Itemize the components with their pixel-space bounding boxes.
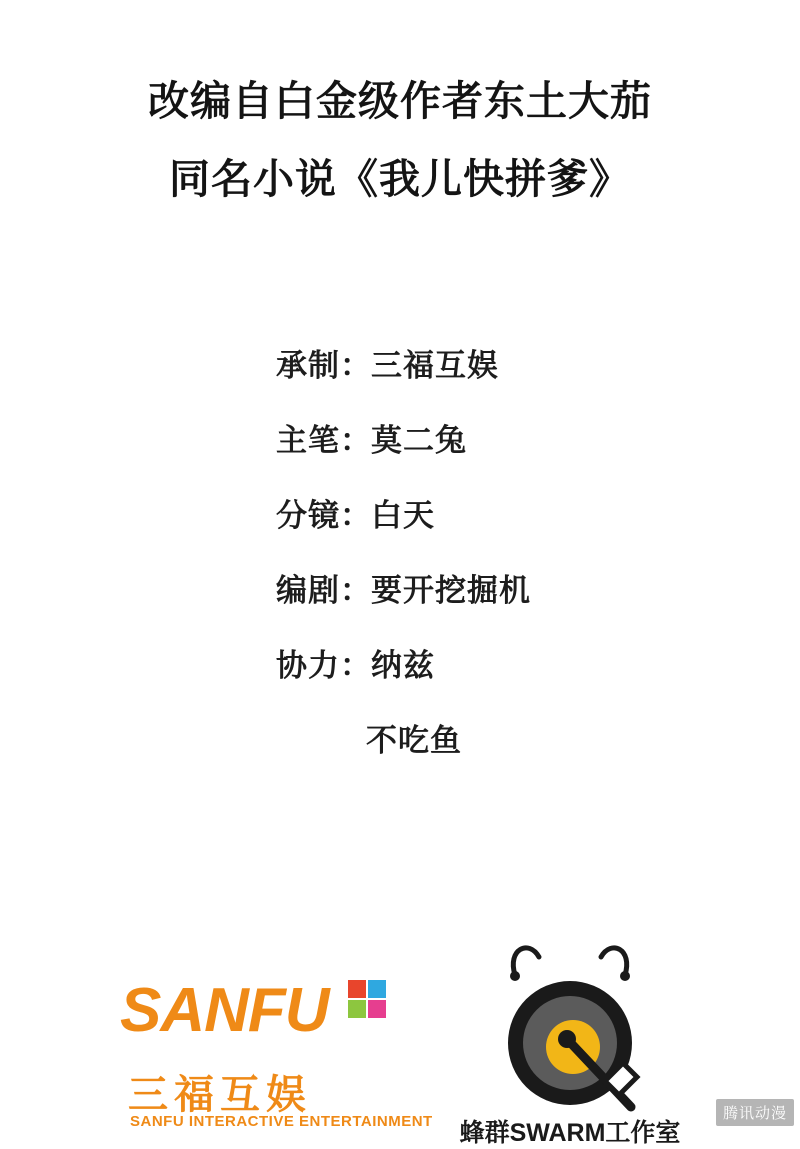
headline-line-2: 同名小说《我儿快拼爹》	[169, 156, 631, 202]
credit-separator: ：	[340, 423, 371, 458]
credit-value: 纳兹	[371, 648, 435, 683]
credit-row	[0, 715, 800, 790]
bee-icon	[455, 935, 685, 1115]
credit-label: 分镜	[276, 498, 340, 533]
credit-separator: ：	[340, 498, 371, 533]
headline-block	[0, 62, 800, 218]
square-pink-icon	[368, 1000, 386, 1018]
credit-value: 莫二兔	[371, 423, 467, 458]
sanfu-english-name: SANFU INTERACTIVE ENTERTAINMENT	[130, 1113, 433, 1130]
sanfu-logo	[120, 975, 433, 1140]
swarm-studio-logo	[455, 935, 685, 1147]
credit-row	[0, 340, 800, 415]
headline-line-1: 改编自白金级作者东土大茄	[148, 78, 652, 124]
credit-separator: ：	[340, 648, 371, 683]
credit-value: 要开挖掘机	[371, 573, 531, 608]
credit-separator: ：	[340, 573, 371, 608]
credit-label: 协力	[276, 648, 340, 683]
square-red-icon	[348, 980, 366, 998]
credit-label: 承制	[276, 348, 340, 383]
credit-label: 编剧	[276, 573, 340, 608]
credit-label: 主笔	[276, 423, 340, 458]
square-green-icon	[348, 1000, 366, 1018]
swarm-studio-caption: 蜂群SWARM工作室	[459, 1119, 681, 1147]
credit-row	[0, 640, 800, 715]
credits-list	[0, 340, 800, 790]
credit-value: 白天	[371, 498, 435, 533]
credit-row	[0, 565, 800, 640]
square-blue-icon	[368, 980, 386, 998]
sanfu-squares-icon	[348, 980, 388, 1020]
sanfu-wordmark: SANFU	[120, 976, 329, 1045]
credit-row	[0, 415, 800, 490]
credit-separator: ：	[340, 348, 371, 383]
credit-value: 三福互娱	[371, 348, 499, 383]
credit-row	[0, 490, 800, 565]
credit-value: 不吃鱼	[366, 723, 462, 758]
sanfu-chinese-name: 三福互娱	[128, 1073, 312, 1117]
watermark-label: 腾讯动漫	[716, 1099, 794, 1126]
